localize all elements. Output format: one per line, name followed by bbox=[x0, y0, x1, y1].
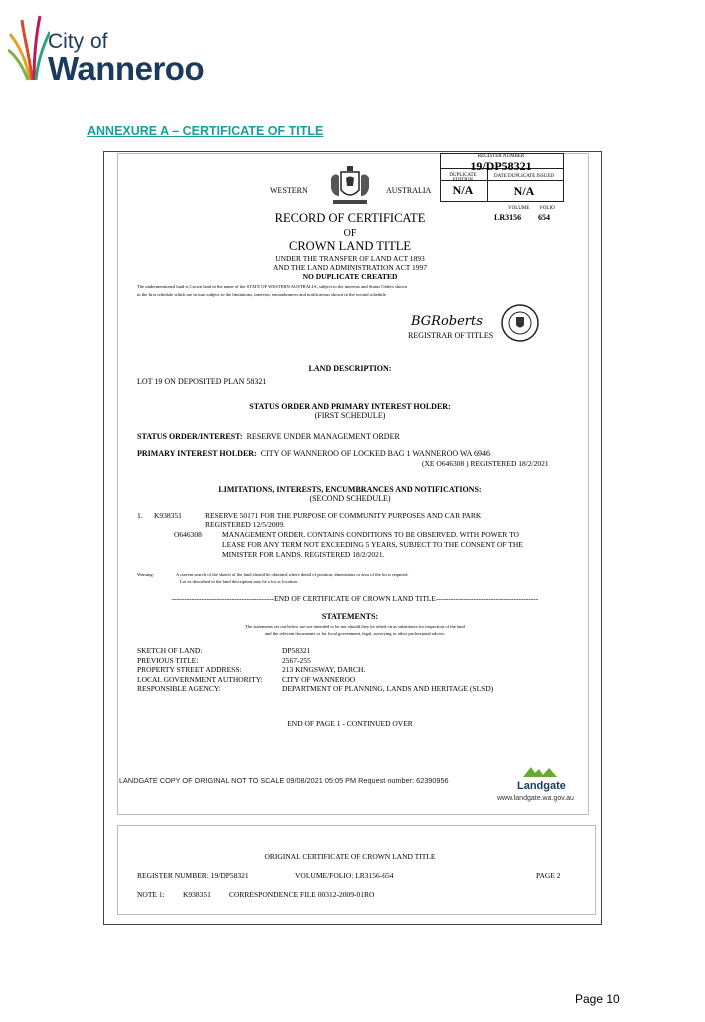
land-description-heading: LAND DESCRIPTION: bbox=[308, 364, 392, 373]
page-number: Page 10 bbox=[575, 992, 620, 1006]
folio-value: 654 bbox=[538, 213, 550, 222]
act-line-1: UNDER THE TRANSFER OF LAND ACT 1893 bbox=[275, 254, 425, 263]
registrar-label: REGISTRAR OF TITLES bbox=[408, 331, 494, 340]
item1-line1: RESERVE 50171 FOR THE PURPOSE OF COMMUNITY PURPOSES AND CAR PARK bbox=[205, 511, 482, 520]
registrar-seal-icon bbox=[500, 303, 540, 343]
duplicate-edition: N/A bbox=[452, 183, 474, 197]
registrar-signature: BGRoberts bbox=[411, 314, 483, 329]
cert-title-of: OF bbox=[343, 228, 357, 239]
logo-line2: Wanneroo bbox=[48, 50, 205, 87]
warning-line-1: A current search of the sketch of the land should be obtained where detail of position, dimensions or area of the lot is required. bbox=[176, 572, 409, 577]
statements-line-1: The statements set out below are not intended to be nor should they be relied on as substitutes for inspection of the land bbox=[245, 624, 465, 629]
item2-line3: MINISTER FOR LANDS. REGISTERED 18/2/2021. bbox=[222, 550, 385, 559]
status-value: RESERVE UNDER MANAGEMENT ORDER bbox=[246, 432, 400, 441]
western-label: WESTERN bbox=[270, 186, 308, 195]
cert-title-2: CROWN LAND TITLE bbox=[289, 239, 411, 253]
second-schedule: (SECOND SCHEDULE) bbox=[309, 494, 391, 503]
logo-line1: City of bbox=[48, 30, 108, 53]
cert-title-1: RECORD OF CERTIFICATE bbox=[274, 211, 426, 225]
landgate-url: www.landgate.wa.gov.au bbox=[497, 795, 574, 802]
statement-value: DEPARTMENT OF PLANNING, LANDS AND HERITAGE (SLSD) bbox=[282, 684, 494, 693]
limitations-heading: LIMITATIONS, INTERESTS, ENCUMBRANCES AND NOTIFICATIONS: bbox=[218, 485, 482, 494]
item1-number: 1. bbox=[137, 511, 143, 520]
statement-value: DP58321 bbox=[282, 646, 311, 655]
item2-line2: LEASE FOR ANY TERM NOT EXCEEDING 5 YEARS, SUBJECT TO THE CONSENT OF THE bbox=[222, 540, 523, 549]
status-heading: STATUS ORDER AND PRIMARY INTEREST HOLDER: bbox=[249, 402, 451, 411]
intro-line-1: The undermentioned land is Crown land in the name of the STATE OF WESTERN AUSTRALIA, subject to the interests and Status Orders shown bbox=[137, 284, 407, 289]
annexure-title: ANNEXURE A – CERTIFICATE OF TITLE bbox=[87, 124, 324, 138]
act-line-2: AND THE LAND ADMINISTRATION ACT 1997 bbox=[272, 263, 428, 272]
warning-label: Warning: bbox=[137, 572, 154, 577]
statements-line-2: and the relevant documents or for local government, legal, surveying or other professional advice. bbox=[264, 631, 446, 636]
statement-value: CITY OF WANNEROO bbox=[282, 674, 356, 684]
status-label: STATUS ORDER/INTEREST: bbox=[137, 432, 243, 441]
intro-line-2: in the first schedule which are in turn subject to the limitations, interests, encumbrances and notifications shown in the second schedule. bbox=[137, 292, 387, 297]
date-duplicate-label: DATE DUPLICATE ISSUED bbox=[494, 174, 554, 179]
pih-label: PRIMARY INTEREST HOLDER: bbox=[137, 449, 257, 458]
item1-line2: REGISTERED 12/5/2009. bbox=[205, 520, 285, 529]
statement-value: 2567-255 bbox=[282, 655, 311, 665]
item2-line1: MANAGEMENT ORDER. CONTAINS CONDITIONS TO BE OBSERVED. WITH POWER TO bbox=[222, 530, 519, 539]
statement-value: 213 KINGSWAY, DARCH. bbox=[282, 665, 366, 674]
city-logo bbox=[8, 8, 223, 88]
warning-line-2: Lot as described in the land description may be a lot or location. bbox=[180, 579, 298, 584]
statement-label: LOCAL GOVERNMENT AUTHORITY: bbox=[137, 674, 263, 684]
statement-values bbox=[282, 646, 493, 694]
land-description: LOT 19 ON DEPOSITED PLAN 58321 bbox=[137, 377, 267, 386]
page2-volume: VOLUME/FOLIO: LR3156-654 bbox=[295, 871, 394, 880]
page2-note-text: CORRESPONDENCE FILE 00312-2009-01RO bbox=[229, 890, 375, 899]
item2-code: O646308 bbox=[174, 530, 202, 539]
register-number: 19/DP58321 bbox=[470, 159, 532, 173]
first-schedule: (FIRST SCHEDULE) bbox=[314, 411, 386, 420]
statement-label: PROPERTY STREET ADDRESS: bbox=[137, 665, 242, 674]
folio-label: FOLIO bbox=[540, 206, 555, 211]
page2-title: ORIGINAL CERTIFICATE OF CROWN LAND TITLE bbox=[264, 852, 436, 861]
page2-register: REGISTER NUMBER: 19/DP58321 bbox=[137, 871, 249, 880]
statement-label: RESPONSIBLE AGENCY: bbox=[137, 684, 221, 693]
coat-of-arms-icon bbox=[327, 166, 373, 208]
pih-value: CITY OF WANNEROO OF LOCKED BAG 1 WANNEROO WA 6946 bbox=[260, 449, 490, 458]
no-duplicate: NO DUPLICATE CREATED bbox=[302, 272, 398, 281]
item1-code: K938351 bbox=[154, 511, 182, 520]
statements-heading: STATEMENTS: bbox=[321, 612, 379, 621]
landgate-copy: LANDGATE COPY OF ORIGINAL NOT TO SCALE 09/08/2021 05:05 PM Request number: 62390956 bbox=[119, 776, 449, 785]
page2-page: PAGE 2 bbox=[536, 871, 561, 880]
volume-label: VOLUME bbox=[508, 206, 530, 211]
landgate-logo-icon bbox=[521, 765, 559, 779]
page2-note-label: NOTE 1: bbox=[137, 890, 165, 899]
end-of-page: END OF PAGE 1 - CONTINUED OVER bbox=[287, 719, 413, 728]
pih-registration: (XE O646308 ) REGISTERED 18/2/2021 bbox=[422, 459, 549, 468]
page2-note-code: K938351 bbox=[183, 890, 211, 899]
date-duplicate: N/A bbox=[513, 184, 535, 198]
australia-label: AUSTRALIA bbox=[386, 186, 432, 195]
register-number-label: REGISTER NUMBER bbox=[477, 154, 525, 159]
end-of-certificate: -----------------------------------------END OF CERTIFICATE OF CROWN LAND TITLE----------------------------------------- bbox=[171, 594, 539, 603]
wanneroo-logo-icon bbox=[8, 8, 50, 83]
duplicate-edition-label: DUPLICATE EDITION bbox=[449, 173, 477, 183]
landgate-brand: Landgate bbox=[517, 780, 566, 792]
statement-label: PREVIOUS TITLE: bbox=[137, 655, 199, 665]
volume-value: LR3156 bbox=[494, 213, 522, 222]
statement-labels bbox=[137, 646, 263, 694]
certificate-page2 bbox=[117, 825, 596, 915]
statement-label: SKETCH OF LAND: bbox=[137, 646, 203, 655]
